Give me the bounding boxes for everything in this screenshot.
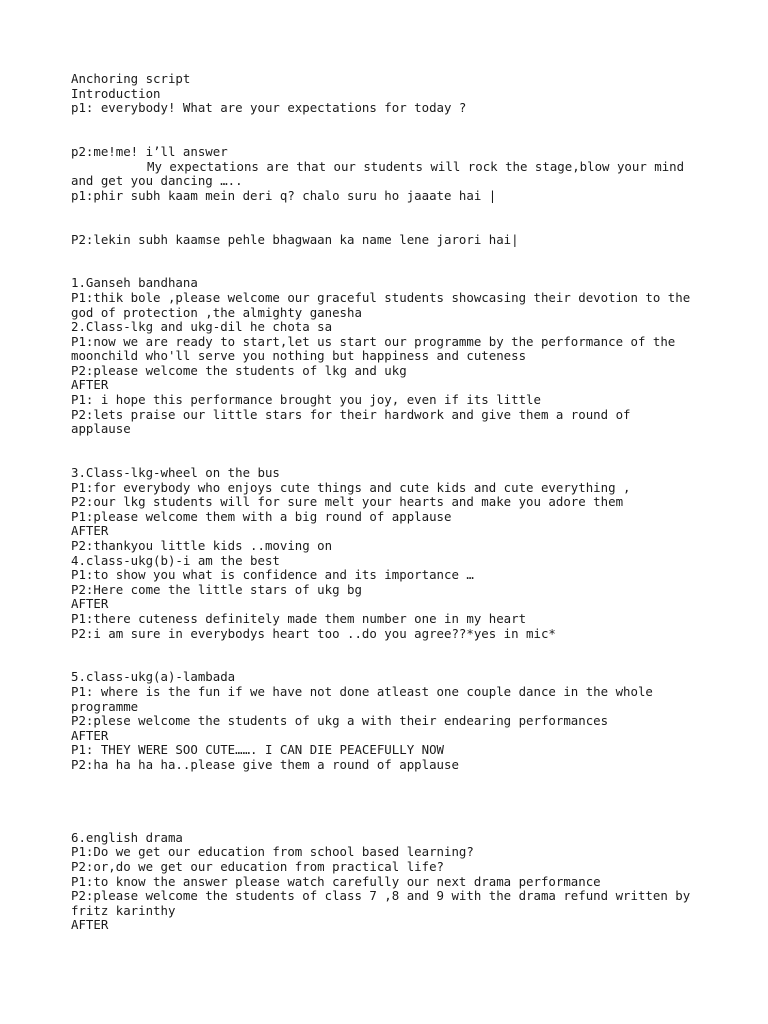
anchoring-script-text <box>71 72 711 933</box>
doc-line: P2:our lkg students will for sure melt your hearts and make you adore them <box>71 494 624 510</box>
doc-line: 1.Ganseh bandhana <box>71 275 198 291</box>
blank-line <box>71 116 711 131</box>
doc-line: P2:lets praise our little stars for their hardwork and give them a round of <box>71 406 631 422</box>
doc-line: P1:there cuteness definitely made them number one in my heart <box>71 610 527 626</box>
doc-line: P1: THEY WERE SOO CUTE……. I CAN DIE PEACEFULLY NOW <box>71 742 444 758</box>
doc-line: P1:please welcome them with a big round of applause <box>71 508 452 524</box>
doc-line: AFTER <box>71 917 109 933</box>
doc-line: P2:i am sure in everybodys heart too ..do you agree??*yes in mic* <box>71 625 556 641</box>
blank-line <box>71 641 711 656</box>
doc-line: 5.class-ukg(a)-lambada <box>71 669 236 685</box>
blank-line <box>71 130 711 145</box>
blank-line <box>71 816 711 831</box>
doc-line: AFTER <box>71 727 109 743</box>
doc-line: 2.Class-lkg and ukg-dil he chota sa <box>71 319 333 335</box>
doc-line: P2:lekin subh kaamse pehle bhagwaan ka name lene jarori hai| <box>71 231 519 247</box>
doc-line: god of protection ,the almighty ganesha <box>71 304 362 320</box>
doc-line: Anchoring script <box>71 71 191 86</box>
blank-line <box>71 247 711 262</box>
doc-line: P2:plese welcome the students of ukg a with their endearing performances <box>71 713 609 729</box>
doc-line: applause <box>71 421 131 437</box>
blank-line <box>71 656 711 671</box>
blank-line <box>71 773 711 788</box>
doc-line: P1:for everybody who enjoys cute things and cute kids and cute everything , <box>71 479 631 495</box>
doc-line: p1:phir subh kaam mein deri q? chalo suru ho jaaate hai | <box>71 187 497 203</box>
doc-line: P1:thik bole ,please welcome our graceful students showcasing their devotion to the <box>71 289 691 305</box>
doc-line: AFTER <box>71 523 109 539</box>
blank-line <box>71 437 711 452</box>
doc-line: P1:now we are ready to start,let us start our programme by the performance of the <box>71 333 676 349</box>
doc-line: and get you dancing ….. <box>71 173 243 189</box>
blank-line <box>71 262 711 277</box>
doc-line: moonchild who'll serve you nothing but happiness and cuteness <box>71 348 527 364</box>
blank-line <box>71 203 711 218</box>
doc-line: programme <box>71 698 139 714</box>
doc-line: P1: i hope this performance brought you joy, even if its little <box>71 392 541 408</box>
doc-line: p2:me!me! i’ll answer <box>71 143 228 159</box>
doc-line: P2:please welcome the students of class 7 ,8 and 9 with the drama refund written by <box>71 888 691 904</box>
doc-line: P2:thankyou little kids ..moving on <box>71 538 333 553</box>
doc-line: p1: everybody! What are your expectations for today ? <box>71 100 467 116</box>
doc-line: 4.class-ukg(b)-i am the best <box>71 552 280 568</box>
doc-line: 3.Class-lkg-wheel on the bus <box>71 465 280 481</box>
doc-line: fritz karinthy <box>71 902 176 918</box>
blank-line <box>71 787 711 802</box>
blank-line <box>71 802 711 817</box>
doc-line: Introduction <box>71 85 161 101</box>
doc-line: P1: where is the fun if we have not done atleast one couple dance in the whole <box>71 683 653 699</box>
doc-line: P2:please welcome the students of lkg and ukg <box>71 362 407 378</box>
doc-line: AFTER <box>71 596 109 612</box>
doc-line: P2:ha ha ha ha..please give them a round of applause <box>71 756 459 772</box>
doc-line: AFTER <box>71 377 109 393</box>
doc-line: P1:Do we get our education from school based learning? <box>71 844 474 860</box>
blank-line <box>71 218 711 233</box>
doc-line: P1:to know the answer please watch carefully our next drama performance <box>71 873 601 889</box>
doc-line: 6.english drama <box>71 829 183 845</box>
blank-line <box>71 451 711 466</box>
doc-line: P1:to show you what is confidence and its importance … <box>71 567 474 583</box>
doc-line: P2:Here come the little stars of ukg bg <box>71 581 362 597</box>
doc-line: P2:or,do we get our education from practical life? <box>71 859 444 875</box>
doc-line: My expectations are that our students will rock the stage,blow your mind <box>147 158 685 174</box>
